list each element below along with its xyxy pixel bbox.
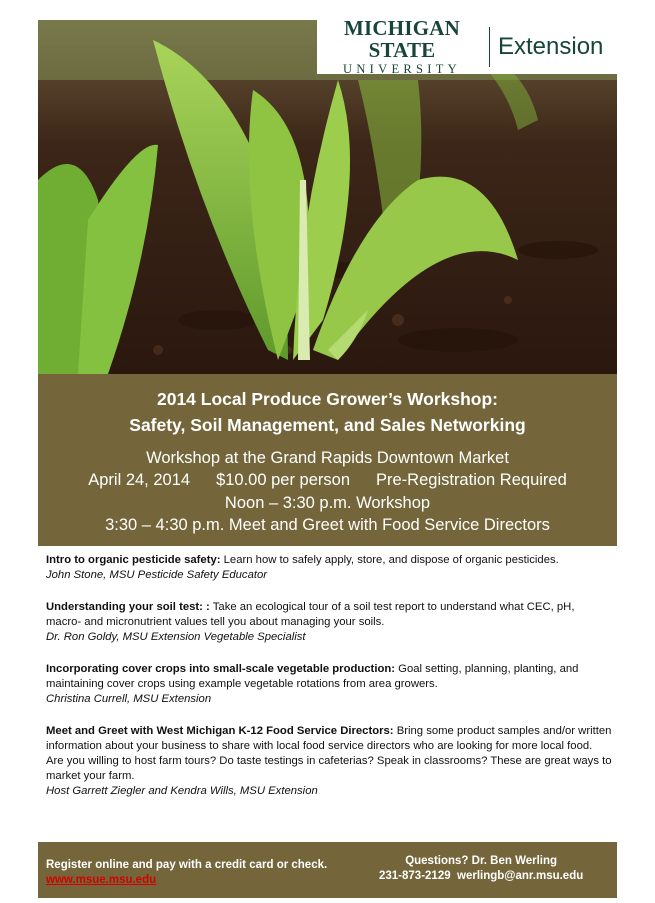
footer-bar <box>38 842 617 898</box>
session-speaker: Christina Currell, MSU Extension <box>46 693 212 705</box>
session-item <box>46 662 612 707</box>
session-item <box>46 724 612 799</box>
msu-line2: UNIVERSITY <box>343 62 461 76</box>
contact-questions: Questions? Dr. Ben Werling <box>405 855 558 867</box>
contact-phone: 231-873-2129 <box>379 870 451 882</box>
title-line1: 2014 Local Produce Grower’s Workshop: <box>156 389 499 409</box>
extension-wordmark: Extension <box>498 33 604 60</box>
register-link[interactable]: www.msue.msu.edu <box>46 874 157 886</box>
session-speaker: Host Garrett Ziegler and Kendra Wills, MSU Extension <box>46 785 318 797</box>
workshop-price: $10.00 per person <box>216 471 350 489</box>
session-description: Bring some product samples and/or written information about your business to share with local food service directors who are looking for more local food. Are you willing to host farm tours? Do taste testings in cafeterias? Speak in classrooms? These are great ways to market your farm. <box>46 725 612 782</box>
workshop-details <box>38 469 617 491</box>
msu-extension-logo <box>317 16 617 76</box>
session-title: Meet and Greet with West Michigan K-12 Food Service Directors: <box>46 725 394 737</box>
session-speaker: Dr. Ron Goldy, MSU Extension Vegetable Specialist <box>46 631 306 643</box>
session-list <box>46 553 612 816</box>
msu-wordmark <box>317 17 487 77</box>
workshop-registration: Pre-Registration Required <box>376 471 567 489</box>
session-item <box>46 600 612 645</box>
registration-info <box>46 858 327 888</box>
workshop-time1: Noon – 3:30 p.m. Workshop <box>224 494 431 512</box>
session-speaker: John Stone, MSU Pesticide Safety Educator <box>46 569 268 581</box>
workshop-banner <box>38 374 617 546</box>
session-title: Understanding your soil test: : <box>46 601 210 613</box>
session-description: Goal setting, planning, planting, and maintaining cover crops using example vegetable rotations from area growers. <box>46 663 579 690</box>
session-title: Intro to organic pesticide safety: <box>46 554 221 566</box>
workshop-date: April 24, 2014 <box>88 471 191 489</box>
session-title: Incorporating cover crops into small-scale vegetable production: <box>46 663 396 675</box>
workshop-location: Workshop at the Grand Rapids Downtown Market <box>146 449 509 467</box>
contact-info <box>379 854 583 884</box>
logo-divider <box>489 27 490 67</box>
title-line2: Safety, Soil Management, and Sales Networking <box>129 415 526 435</box>
session-description: Learn how to safely apply, store, and dispose of organic pesticides. <box>220 554 559 566</box>
session-description: Take an ecological tour of a soil test report to understand what CEC, pH, macro- and micronutrient values tell you about managing your soils. <box>46 601 575 628</box>
session-item <box>46 553 612 583</box>
contact-email[interactable]: werlingb@anr.msu.edu <box>457 870 584 882</box>
workshop-time2: 3:30 – 4:30 p.m. Meet and Greet with Food Service Directors <box>105 516 550 534</box>
msu-line1: MICHIGAN STATE <box>344 16 460 62</box>
register-text: Register online and pay with a credit card or check. <box>46 859 328 871</box>
